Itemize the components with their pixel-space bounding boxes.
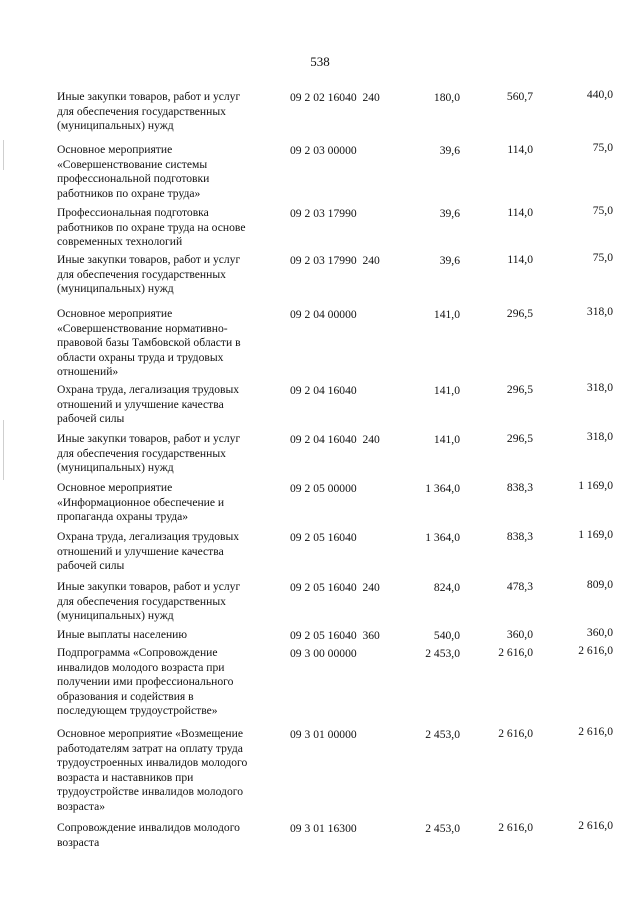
row-title-line: Сопровождение инвалидов молодого [57, 821, 240, 834]
row-title-line: образования и содействия в [57, 689, 194, 703]
amount-col-1: 2 453,0 [425, 728, 460, 741]
row-title-line: отношений и улучшение качества [57, 544, 224, 558]
budget-code: 09 2 04 00000 [290, 308, 357, 321]
row-title [57, 90, 279, 134]
amount-col-1: 1 364,0 [425, 482, 460, 495]
amount-col-2: 838,3 [506, 530, 533, 543]
amount-col-3: 318,0 [586, 305, 613, 318]
row-title-line: Иные закупки товаров, работ и услуг [57, 90, 241, 103]
row-title-line: возраста [57, 835, 100, 849]
amount-col-3: 809,0 [586, 578, 613, 591]
amount-col-1: 39,6 [439, 207, 460, 220]
row-title [57, 253, 279, 297]
row-title-line: Иные закупки товаров, работ и услуг [57, 432, 241, 445]
amount-col-2: 296,5 [506, 432, 533, 445]
row-title-line: области охраны труда и трудовых [57, 350, 224, 364]
page-number: 538 [310, 54, 330, 69]
row-title-line: рабочей силы [57, 412, 125, 426]
row-title-line: работников по охране труда на основе [57, 220, 246, 234]
amount-col-3: 75,0 [592, 204, 613, 217]
amount-col-3: 2 616,0 [578, 819, 613, 832]
row-title-line: для обеспечения государственных [57, 267, 226, 281]
row-title-line: «Совершенствование системы [57, 157, 208, 171]
row-title [57, 307, 279, 380]
amount-col-3: 1 169,0 [578, 479, 613, 492]
budget-code: 09 3 01 00000 [290, 728, 357, 741]
row-title [57, 727, 279, 815]
amount-col-3: 318,0 [586, 381, 613, 394]
row-title-line: для обеспечения государственных [57, 446, 226, 460]
row-title-line: Охрана труда, легализация трудовых [57, 383, 240, 396]
row-title-line: Основное мероприятие [57, 307, 173, 320]
budget-code: 09 2 05 00000 [290, 482, 357, 495]
amount-col-1: 1 364,0 [425, 531, 460, 544]
row-title-line: инвалидов молодого возраста при [57, 660, 225, 674]
budget-code: 09 2 05 16040 [290, 531, 357, 544]
row-title-line: отношений» [57, 365, 119, 379]
amount-col-1: 39,6 [439, 254, 460, 267]
row-title-line: Иные закупки товаров, работ и услуг [57, 580, 241, 593]
row-title-line: последующем трудоустройстве» [57, 704, 218, 718]
row-title-line: (муниципальных) нужд [57, 461, 174, 475]
budget-code: 09 2 03 17990 [290, 207, 357, 220]
row-title-line: (муниципальных) нужд [57, 282, 174, 296]
row-title-line: (муниципальных) нужд [57, 609, 174, 623]
row-title [57, 143, 279, 201]
amount-col-1: 39,6 [439, 144, 460, 157]
budget-code: 09 2 04 16040 [290, 384, 357, 397]
row-title-line: трудоустройстве инвалидов молодого [57, 785, 244, 799]
row-title-line: возраста и наставников при [57, 770, 194, 784]
row-title-line: Профессиональная подготовка [57, 206, 209, 219]
row-title-line: правовой базы Тамбовской области в [57, 336, 241, 350]
row-title-line: возраста» [57, 799, 106, 813]
row-title-line: (муниципальных) нужд [57, 119, 174, 133]
amount-col-3: 2 616,0 [578, 725, 613, 738]
amount-col-3: 440,0 [586, 88, 613, 101]
amount-col-3: 360,0 [586, 626, 613, 639]
amount-col-1: 180,0 [433, 91, 460, 104]
amount-col-3: 75,0 [592, 141, 613, 154]
amount-col-2: 560,7 [506, 90, 533, 103]
row-title [57, 530, 279, 574]
amount-col-2: 296,5 [506, 307, 533, 320]
amount-col-2: 114,0 [507, 206, 533, 219]
amount-col-1: 141,0 [433, 433, 460, 446]
row-title [57, 383, 279, 427]
budget-code: 09 2 03 17990 240 [290, 254, 380, 267]
row-title [57, 206, 279, 250]
row-title-line: Иные выплаты населению [57, 628, 188, 641]
amount-col-1: 141,0 [433, 384, 460, 397]
row-title-line: для обеспечения государственных [57, 104, 226, 118]
amount-col-1: 2 453,0 [425, 647, 460, 660]
row-title [57, 821, 279, 850]
row-title-line: работодателям затрат на оплату труда [57, 741, 243, 755]
amount-col-2: 114,0 [507, 143, 533, 156]
row-title-line: получении ими профессионального [57, 675, 234, 689]
amount-col-2: 478,3 [506, 580, 533, 593]
row-title [57, 432, 279, 476]
row-title-line: пропаганда охраны труда» [57, 510, 189, 524]
budget-code: 09 2 02 16040 240 [290, 91, 380, 104]
row-title-line: «Информационное обеспечение и [57, 495, 225, 509]
budget-code: 09 2 05 16040 360 [290, 629, 380, 642]
row-title [57, 628, 279, 643]
budget-code: 09 2 05 16040 240 [290, 581, 380, 594]
row-title-line: трудоустроенных инвалидов молодого [57, 756, 248, 770]
amount-col-2: 296,5 [506, 383, 533, 396]
budget-code: 09 2 04 16040 240 [290, 433, 380, 446]
row-title [57, 481, 279, 525]
budget-code: 09 2 03 00000 [290, 144, 357, 157]
row-title-line: Подпрограмма «Сопровождение [57, 646, 218, 659]
amount-col-3: 1 169,0 [578, 528, 613, 541]
amount-col-1: 824,0 [433, 581, 460, 594]
amount-col-2: 360,0 [506, 628, 533, 641]
amount-col-2: 2 616,0 [498, 646, 533, 659]
amount-col-2: 838,3 [506, 481, 533, 494]
amount-col-2: 2 616,0 [498, 727, 533, 740]
row-title-line: Охрана труда, легализация трудовых [57, 530, 240, 543]
amount-col-1: 2 453,0 [425, 822, 460, 835]
row-title-line: для обеспечения государственных [57, 594, 226, 608]
row-title-line: Основное мероприятие «Возмещение [57, 727, 243, 740]
amount-col-1: 141,0 [433, 308, 460, 321]
amount-col-3: 75,0 [592, 251, 613, 264]
budget-code: 09 3 01 16300 [290, 822, 357, 835]
amount-col-3: 318,0 [586, 430, 613, 443]
row-title-line: современных технологий [57, 235, 183, 249]
row-title-line: профессиональной подготовки [57, 172, 210, 186]
amount-col-1: 540,0 [433, 629, 460, 642]
row-title-line: рабочей силы [57, 559, 125, 573]
row-title-line: Основное мероприятие [57, 481, 173, 494]
budget-code: 09 3 00 00000 [290, 647, 357, 660]
amount-col-2: 2 616,0 [498, 821, 533, 834]
row-title-line: Иные закупки товаров, работ и услуг [57, 253, 241, 266]
row-title [57, 580, 279, 624]
amount-col-3: 2 616,0 [578, 644, 613, 657]
row-title-line: работников по охране труда» [57, 186, 201, 200]
row-title-line: отношений и улучшение качества [57, 397, 224, 411]
row-title-line: Основное мероприятие [57, 143, 173, 156]
row-title [57, 646, 279, 719]
amount-col-2: 114,0 [507, 253, 533, 266]
row-title-line: «Совершенствование нормативно- [57, 321, 228, 335]
